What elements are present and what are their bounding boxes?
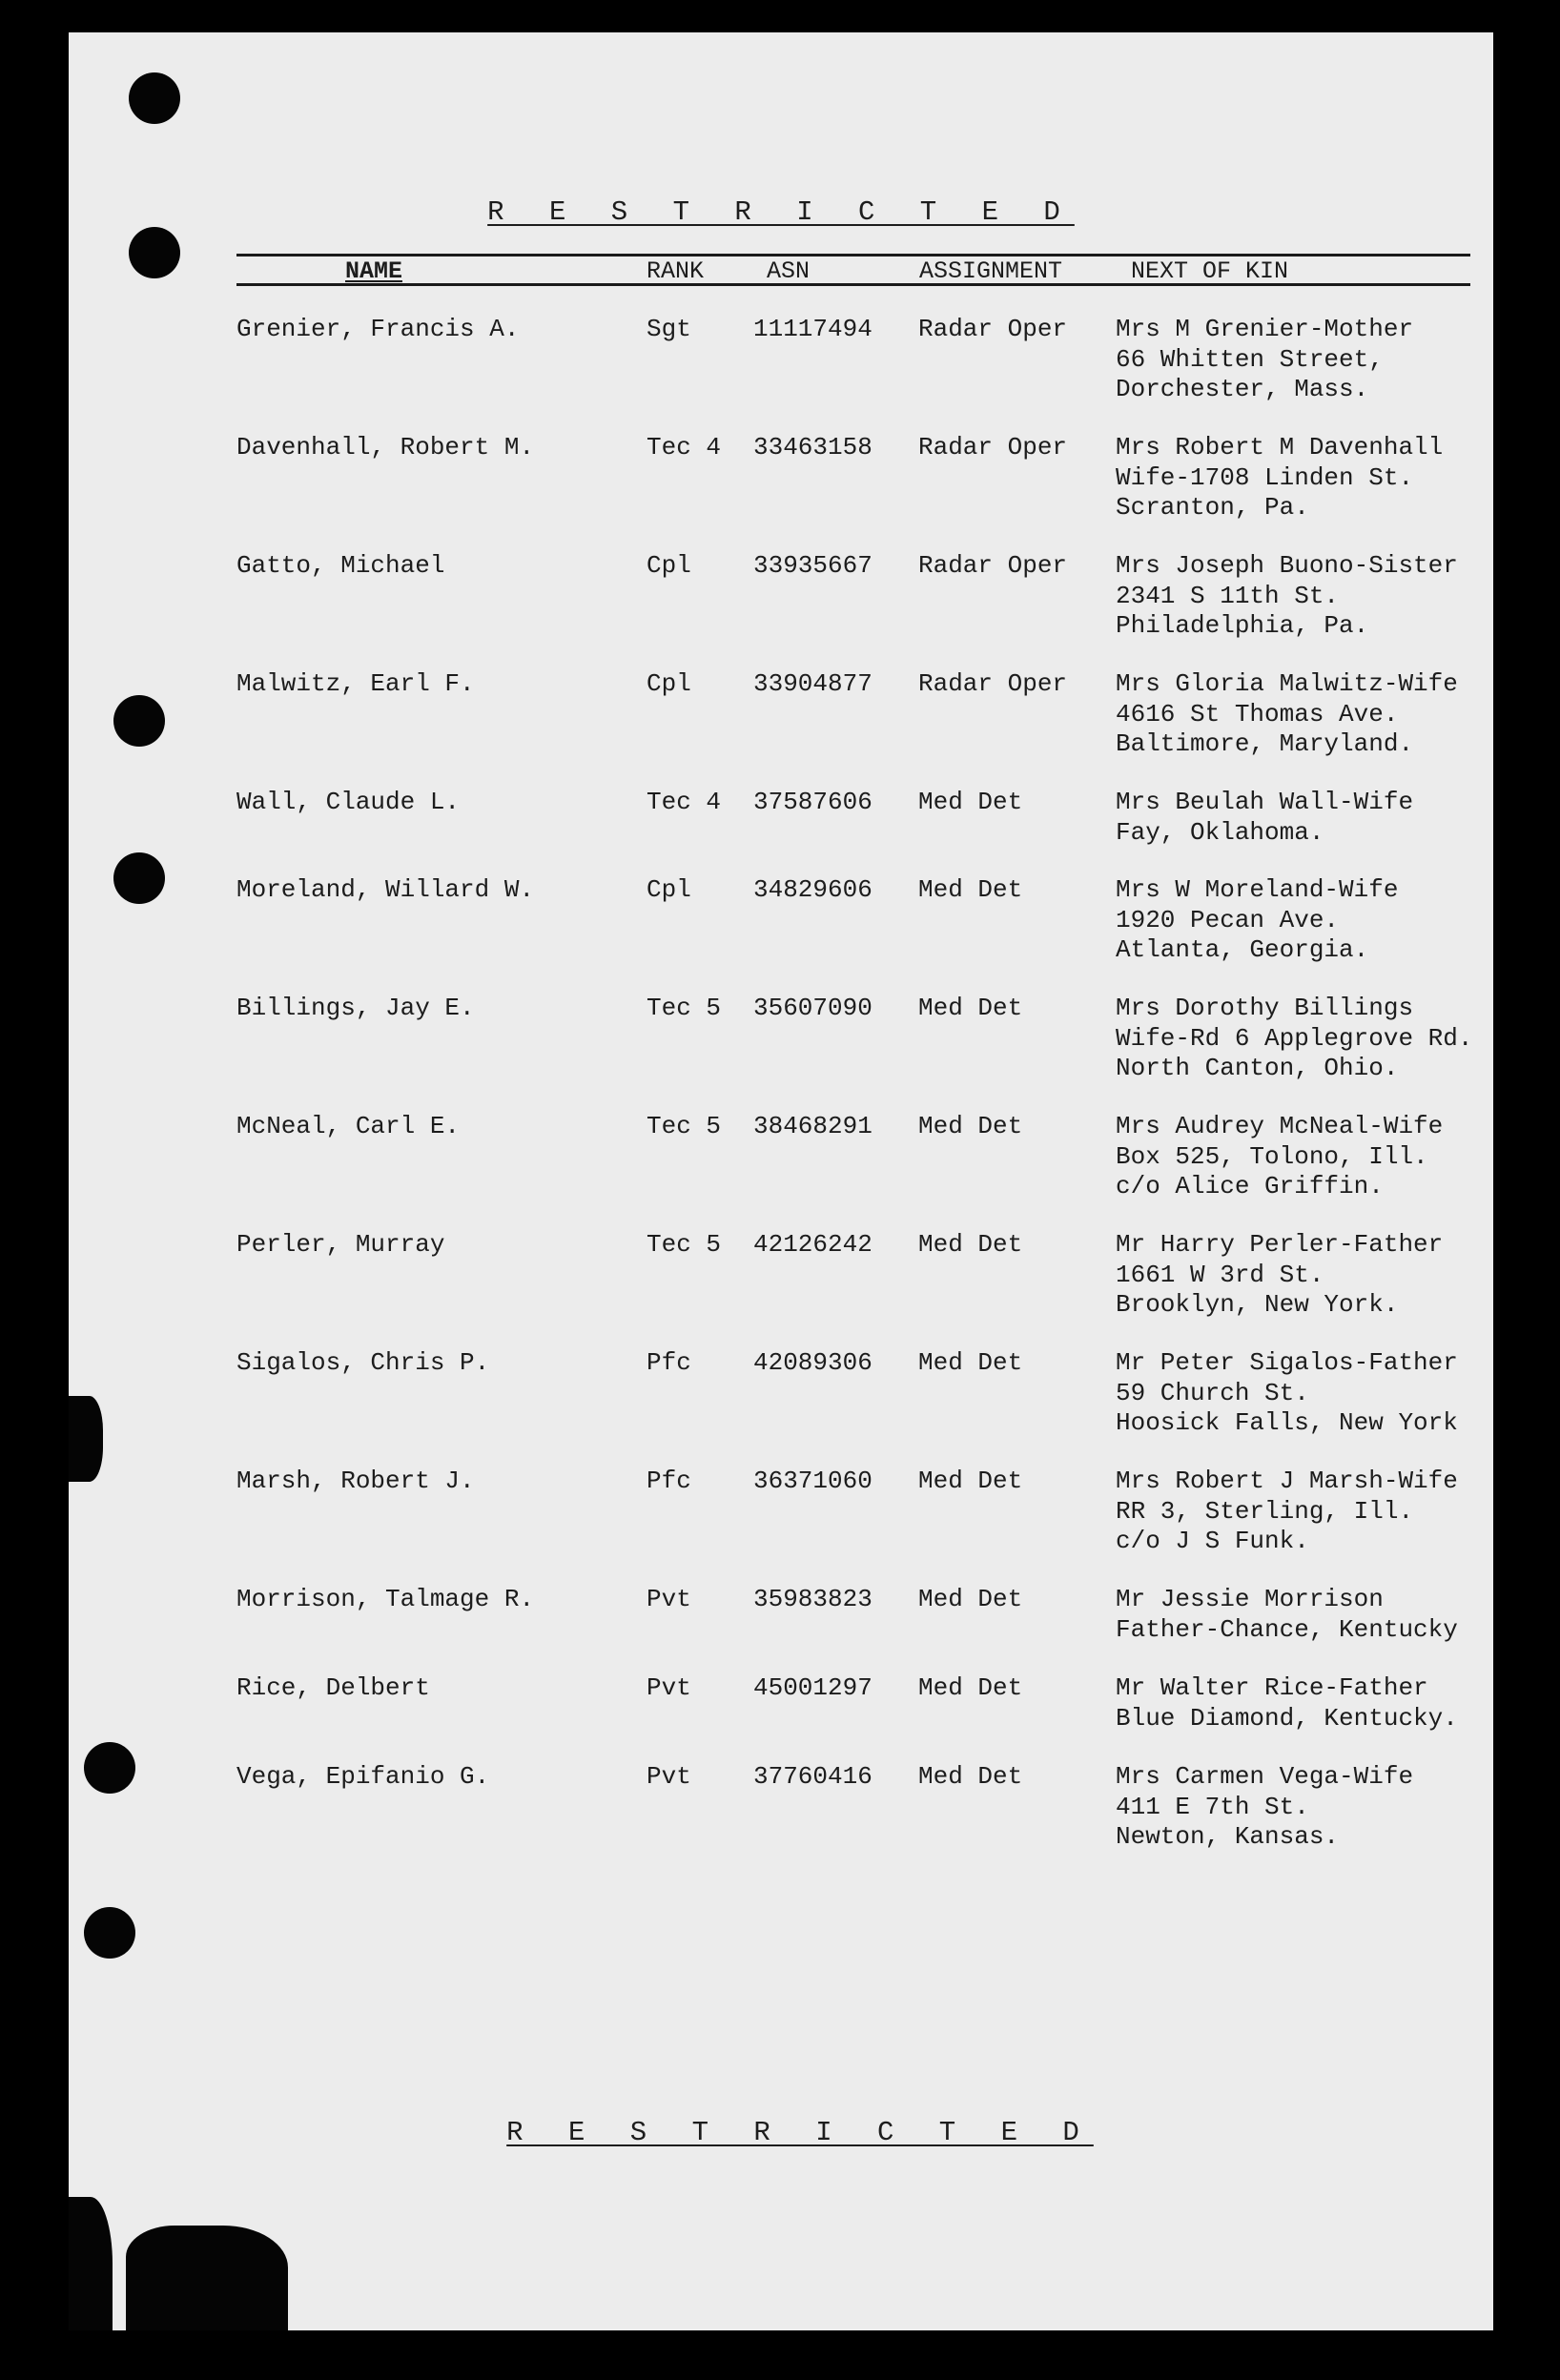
kin-line: Mr Walter Rice-Father: [1116, 1673, 1428, 1702]
cell-name: Marsh, Robert J.: [236, 1467, 475, 1495]
cell-name: Sigalos, Chris P.: [236, 1348, 490, 1377]
cell-name: Moreland, Willard W.: [236, 875, 535, 904]
kin-line: Mrs Dorothy Billings: [1116, 994, 1414, 1022]
punch-hole: [84, 1742, 135, 1794]
cell-name: Davenhall, Robert M.: [236, 433, 535, 462]
cell-rank: Tec 4: [647, 433, 722, 462]
cell-rank: Pfc: [647, 1348, 691, 1377]
cell-name: Morrison, Talmage R.: [236, 1585, 535, 1613]
cell-assignment: Med Det: [918, 1230, 1023, 1259]
cell-name: Rice, Delbert: [236, 1673, 430, 1702]
kin-line: Mr Harry Perler-Father: [1116, 1230, 1444, 1259]
cell-assignment: Radar Oper: [918, 433, 1068, 462]
kin-line: Scranton, Pa.: [1116, 493, 1309, 522]
cell-name: Gatto, Michael: [236, 551, 445, 580]
cell-asn: 35607090: [753, 994, 872, 1022]
kin-line: Mrs Robert M Davenhall: [1116, 433, 1444, 462]
cell-asn: 37760416: [753, 1762, 872, 1791]
cell-next-of-kin: [1116, 433, 1443, 523]
cell-assignment: Med Det: [918, 1112, 1023, 1140]
cell-next-of-kin: [1116, 788, 1413, 848]
torn-edge: [69, 1396, 103, 1482]
kin-line: Mrs Carmen Vega-Wife: [1116, 1762, 1414, 1791]
cell-asn: 11117494: [753, 315, 872, 343]
cell-asn: 33935667: [753, 551, 872, 580]
cell-next-of-kin: [1116, 1348, 1458, 1439]
kin-line: 2341 S 11th St.: [1116, 581, 1340, 610]
cell-name: Billings, Jay E.: [236, 994, 475, 1022]
restricted-header: R E S T R I C T E D: [487, 196, 1075, 228]
torn-edge: [126, 2226, 288, 2330]
cell-rank: Tec 5: [647, 1230, 722, 1259]
kin-line: c/o J S Funk.: [1116, 1527, 1309, 1555]
kin-line: Brooklyn, New York.: [1116, 1290, 1399, 1319]
cell-name: McNeal, Carl E.: [236, 1112, 461, 1140]
header-rule-top: [236, 254, 1470, 256]
cell-rank: Cpl: [647, 669, 691, 698]
torn-edge: [69, 2197, 113, 2330]
kin-line: 411 E 7th St.: [1116, 1792, 1309, 1821]
kin-line: Hoosick Falls, New York: [1116, 1408, 1458, 1437]
cell-asn: 33463158: [753, 433, 872, 462]
column-header-name: NAME: [345, 257, 403, 285]
document-page: [69, 32, 1493, 2330]
punch-hole: [113, 695, 165, 747]
cell-rank: Sgt: [647, 315, 691, 343]
restricted-footer: R E S T R I C T E D: [506, 2117, 1094, 2148]
cell-asn: 35983823: [753, 1585, 872, 1613]
cell-assignment: Radar Oper: [918, 315, 1068, 343]
kin-line: Wife-Rd 6 Applegrove Rd.: [1116, 1023, 1473, 1053]
kin-line: Mrs Gloria Malwitz-Wife: [1116, 669, 1458, 698]
kin-line: Atlanta, Georgia.: [1116, 935, 1369, 964]
cell-assignment: Med Det: [918, 1467, 1023, 1495]
punch-hole: [113, 852, 165, 904]
kin-line: Mrs Beulah Wall-Wife: [1116, 788, 1414, 816]
cell-next-of-kin: [1116, 1673, 1458, 1734]
kin-line: Dorchester, Mass.: [1116, 375, 1369, 403]
cell-rank: Tec 5: [647, 994, 722, 1022]
column-header-asn: ASN: [767, 257, 811, 285]
cell-rank: Tec 5: [647, 1112, 722, 1140]
cell-next-of-kin: [1116, 315, 1413, 405]
punch-hole: [129, 72, 180, 124]
cell-next-of-kin: [1116, 551, 1458, 642]
cell-assignment: Med Det: [918, 1762, 1023, 1791]
kin-line: Mrs Audrey McNeal-Wife: [1116, 1112, 1444, 1140]
cell-rank: Cpl: [647, 875, 691, 904]
cell-assignment: Radar Oper: [918, 551, 1068, 580]
kin-line: Mrs Joseph Buono-Sister: [1116, 551, 1458, 580]
cell-asn: 45001297: [753, 1673, 872, 1702]
kin-line: 1661 W 3rd St.: [1116, 1260, 1324, 1289]
cell-name: Perler, Murray: [236, 1230, 445, 1259]
cell-asn: 34829606: [753, 875, 872, 904]
cell-asn: 42089306: [753, 1348, 872, 1377]
punch-hole: [84, 1907, 135, 1959]
cell-next-of-kin: [1116, 669, 1458, 760]
kin-line: Box 525, Tolono, Ill.: [1116, 1141, 1428, 1171]
cell-next-of-kin: [1116, 1762, 1413, 1853]
cell-assignment: Med Det: [918, 1585, 1023, 1613]
cell-rank: Pvt: [647, 1585, 691, 1613]
cell-assignment: Med Det: [918, 1348, 1023, 1377]
kin-line: RR 3, Sterling, Ill.: [1116, 1496, 1414, 1526]
kin-line: c/o Alice Griffin.: [1116, 1172, 1384, 1200]
kin-line: Mrs M Grenier-Mother: [1116, 315, 1414, 343]
cell-assignment: Radar Oper: [918, 669, 1068, 698]
cell-rank: Tec 4: [647, 788, 722, 816]
kin-line: Mr Jessie Morrison: [1116, 1585, 1384, 1613]
column-header-assignment: ASSIGNMENT: [919, 257, 1063, 285]
kin-line: Mr Peter Sigalos-Father: [1116, 1348, 1458, 1377]
cell-next-of-kin: [1116, 1230, 1443, 1321]
cell-rank: Pfc: [647, 1467, 691, 1495]
cell-name: Vega, Epifanio G.: [236, 1762, 490, 1791]
kin-line: Fay, Oklahoma.: [1116, 817, 1324, 847]
kin-line: Wife-1708 Linden St.: [1116, 462, 1414, 492]
cell-asn: 37587606: [753, 788, 872, 816]
punch-hole: [129, 227, 180, 278]
kin-line: Philadelphia, Pa.: [1116, 611, 1369, 640]
kin-line: Blue Diamond, Kentucky.: [1116, 1703, 1458, 1733]
kin-line: Newton, Kansas.: [1116, 1822, 1340, 1851]
cell-name: Malwitz, Earl F.: [236, 669, 475, 698]
column-header-next-of-kin: NEXT OF KIN: [1131, 257, 1289, 285]
cell-rank: Cpl: [647, 551, 691, 580]
cell-name: Grenier, Francis A.: [236, 315, 520, 343]
cell-assignment: Med Det: [918, 1673, 1023, 1702]
kin-line: Mrs W Moreland-Wife: [1116, 875, 1399, 904]
cell-assignment: Med Det: [918, 788, 1023, 816]
cell-assignment: Med Det: [918, 994, 1023, 1022]
kin-line: Father-Chance, Kentucky: [1116, 1614, 1458, 1644]
kin-line: Baltimore, Maryland.: [1116, 729, 1414, 758]
cell-asn: 33904877: [753, 669, 872, 698]
kin-line: North Canton, Ohio.: [1116, 1054, 1399, 1082]
cell-next-of-kin: [1116, 875, 1398, 966]
kin-line: 66 Whitten Street,: [1116, 344, 1384, 374]
kin-line: 1920 Pecan Ave.: [1116, 905, 1340, 934]
cell-asn: 42126242: [753, 1230, 872, 1259]
cell-next-of-kin: [1116, 1467, 1458, 1557]
kin-line: Mrs Robert J Marsh-Wife: [1116, 1467, 1458, 1495]
kin-line: 59 Church St.: [1116, 1378, 1309, 1407]
kin-line: 4616 St Thomas Ave.: [1116, 699, 1399, 728]
cell-name: Wall, Claude L.: [236, 788, 461, 816]
cell-assignment: Med Det: [918, 875, 1023, 904]
cell-asn: 38468291: [753, 1112, 872, 1140]
cell-next-of-kin: [1116, 1585, 1458, 1645]
column-header-rank: RANK: [647, 257, 705, 285]
cell-rank: Pvt: [647, 1762, 691, 1791]
cell-rank: Pvt: [647, 1673, 691, 1702]
cell-next-of-kin: [1116, 994, 1472, 1084]
cell-next-of-kin: [1116, 1112, 1443, 1202]
cell-asn: 36371060: [753, 1467, 872, 1495]
